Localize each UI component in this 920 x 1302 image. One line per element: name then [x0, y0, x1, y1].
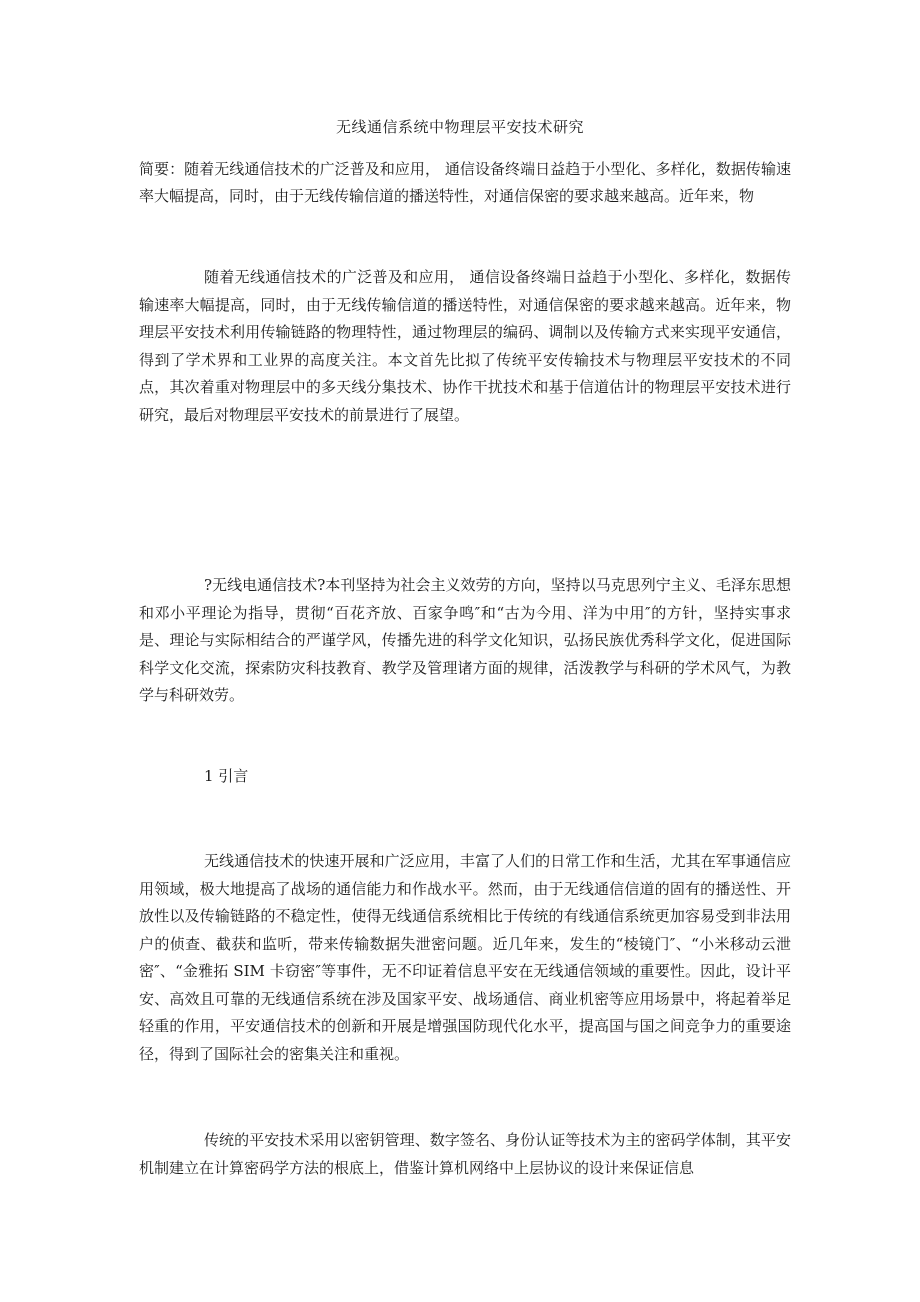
body-paragraph-1: 随着无线通信技术的广泛普及和应用， 通信设备终端日益趋于小型化、多样化，数据传输速率大幅提高，同时，由于无线传输信道的播送特性，对通信保密的要求越来越高。近年来，物理层平安技术利用传输链路的物理特性，通过物理层的编码、调制以及传输方式来实现平安通信，得到了学术界和工业界的高度关注。本文首先比拟了传统平安传输技术与物理层平安技术的不同点，其次着重对物理层中的多天线分集技术、协作干扰技术和基于信道估计的物理层平安技术进行研究，最后对物理层平安技术的前景进行了展望。 — [139, 268, 791, 424]
body-paragraph-2: ?无线电通信技术?本刊坚持为社会主义效劳的方向，坚持以马克思列宁主义、毛泽东思想和邓小平理论为指导，贯彻“百花齐放、百家争鸣″和“古为今用、洋为中用″的方针，坚持实事求是、理论与实际相结合的严谨学风，传播先进的科学文化知识，弘扬民族优秀科学文化，促进国际科学文化交流，探索防灾科技教育、教学及管理诸方面的规律，活泼教学与科研的学术风气，为教学与科研效劳。 — [139, 576, 791, 704]
body-paragraph-3: 无线通信技术的快速开展和广泛应用，丰富了人们的日常工作和生活，尤其在军事通信应用领域，极大地提高了战场的通信能力和作战水平。然而，由于无线通信信道的固有的播送性、开放性以及传输链路的不稳定性，使得无线通信系统相比于传统的有线通信系统更加容易受到非法用户的侦查、截获和监听，带来传输数据失泄密问题。近几年来，发生的“棱镜门″、“小米移动云泄密″、“金雅拓 SIM 卡窃密″等事件，无不印证着信息平安在无线通信领域的重要性。因此，设计平安、高效且可靠的无线通信系统在涉及国家平安、战场通信、商业机密等应用场景中，将起着举足轻重的作用，平安通信技术的创新和开展是增强国防现代化水平，提高国与国之间竞争力的重要途径，得到了国际社会的密集关注和重视。 — [139, 852, 791, 1063]
abstract-paragraph: 简要：随着无线通信技术的广泛普及和应用， 通信设备终端日益趋于小型化、多样化，数据传输速率大幅提高，同时，由于无线传输信道的播送特性，对通信保密的要求越来越高。近年来，物 — [139, 160, 791, 205]
section-heading-introduction: 1 引言 — [204, 767, 249, 785]
body-paragraph-4: 传统的平安技术采用以密钥管理、数字签名、身份认证等技术为主的密码学体制，其平安机制建立在计算密码学方法的根底上，借鉴计算机网络中上层协议的设计来保证信息 — [139, 1131, 791, 1177]
document-title: 无线通信系统中物理层平安技术研究 — [335, 118, 584, 136]
